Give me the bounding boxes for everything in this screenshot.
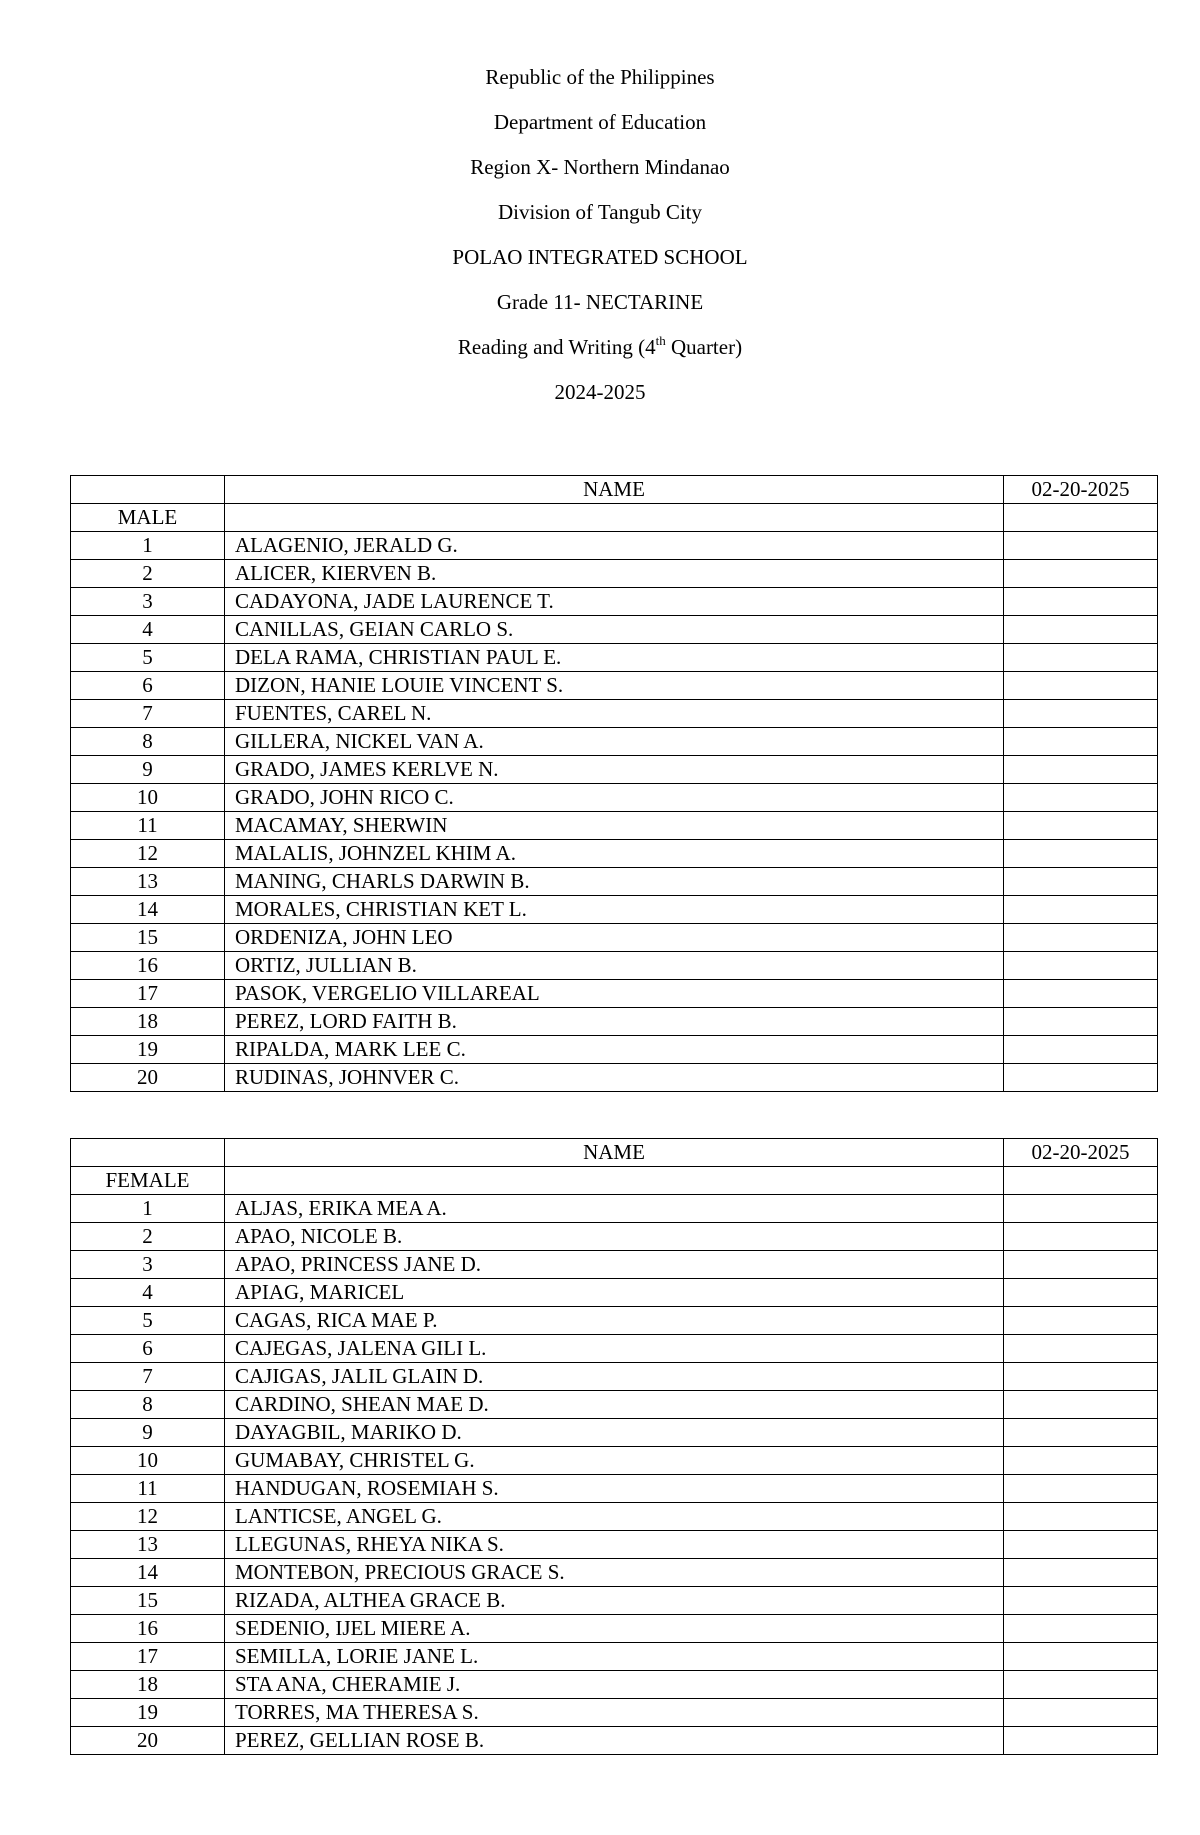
attendance-cell <box>1004 1251 1158 1279</box>
row-number: 11 <box>71 812 225 840</box>
attendance-cell <box>1004 560 1158 588</box>
table-row <box>71 1559 1158 1587</box>
row-number: 17 <box>71 1643 225 1671</box>
row-number: 12 <box>71 1503 225 1531</box>
attendance-cell <box>1004 1447 1158 1475</box>
row-number: 14 <box>71 1559 225 1587</box>
row-number: 5 <box>71 644 225 672</box>
row-number: 17 <box>71 980 225 1008</box>
table-row <box>71 1008 1158 1036</box>
student-name: CAJIGAS, JALIL GLAIN D. <box>225 1363 1004 1391</box>
row-number: 15 <box>71 924 225 952</box>
table-row <box>71 1279 1158 1307</box>
row-number: 2 <box>71 1223 225 1251</box>
attendance-cell <box>1004 1727 1158 1755</box>
attendance-cell <box>1004 532 1158 560</box>
row-number: 1 <box>71 1195 225 1223</box>
student-name: GUMABAY, CHRISTEL G. <box>225 1447 1004 1475</box>
attendance-cell <box>1004 1223 1158 1251</box>
attendance-cell <box>1004 924 1158 952</box>
attendance-cell <box>1004 1559 1158 1587</box>
table-row <box>71 672 1158 700</box>
date-header: 02-20-2025 <box>1004 1139 1158 1167</box>
student-name: DIZON, HANIE LOUIE VINCENT S. <box>225 672 1004 700</box>
attendance-cell <box>1004 1643 1158 1671</box>
student-name: APAO, NICOLE B. <box>225 1223 1004 1251</box>
row-number: 6 <box>71 1335 225 1363</box>
row-number: 3 <box>71 1251 225 1279</box>
table-header-row <box>71 476 1158 504</box>
table-row <box>71 1699 1158 1727</box>
attendance-cell <box>1004 980 1158 1008</box>
student-name: SEDENIO, IJEL MIERE A. <box>225 1615 1004 1643</box>
row-number: 5 <box>71 1307 225 1335</box>
student-name: CANILLAS, GEIAN CARLO S. <box>225 616 1004 644</box>
attendance-cell <box>1004 812 1158 840</box>
attendance-cell <box>1004 1363 1158 1391</box>
row-number: 6 <box>71 672 225 700</box>
student-name: APAO, PRINCESS JANE D. <box>225 1251 1004 1279</box>
table-row <box>71 1251 1158 1279</box>
row-number: 8 <box>71 728 225 756</box>
number-header-cell <box>71 1139 225 1167</box>
student-name: MACAMAY, SHERWIN <box>225 812 1004 840</box>
student-name: ORDENIZA, JOHN LEO <box>225 924 1004 952</box>
student-name: LANTICSE, ANGEL G. <box>225 1503 1004 1531</box>
row-number: 2 <box>71 560 225 588</box>
section-line: Grade 11- NECTARINE <box>496 290 704 314</box>
student-name: CAGAS, RICA MAE P. <box>225 1307 1004 1335</box>
school-year-line: 2024-2025 <box>554 380 646 404</box>
table-row <box>71 588 1158 616</box>
row-number: 13 <box>71 1531 225 1559</box>
republic-line: Republic of the Philippines <box>485 65 715 89</box>
subject-prefix: Reading and Writing (4 <box>457 335 656 359</box>
table-row <box>71 1727 1158 1755</box>
row-number: 15 <box>71 1587 225 1615</box>
attendance-cell <box>1004 1335 1158 1363</box>
school-name: POLAO INTEGRATED SCHOOL <box>452 245 748 269</box>
table-row <box>71 812 1158 840</box>
attendance-cell <box>1004 1587 1158 1615</box>
row-number: 19 <box>71 1699 225 1727</box>
student-name: DELA RAMA, CHRISTIAN PAUL E. <box>225 644 1004 672</box>
row-number: 1 <box>71 532 225 560</box>
student-name: RIPALDA, MARK LEE C. <box>225 1036 1004 1064</box>
table-row <box>71 1587 1158 1615</box>
attendance-cell <box>1004 616 1158 644</box>
table-row <box>71 1391 1158 1419</box>
attendance-cell <box>1004 840 1158 868</box>
table-row <box>71 1447 1158 1475</box>
student-name: DAYAGBIL, MARIKO D. <box>225 1419 1004 1447</box>
student-name: PASOK, VERGELIO VILLAREAL <box>225 980 1004 1008</box>
student-name: STA ANA, CHERAMIE J. <box>225 1671 1004 1699</box>
table-row <box>71 1335 1158 1363</box>
attendance-cell <box>1004 700 1158 728</box>
group-label-female: FEMALE <box>71 1167 225 1195</box>
row-number: 9 <box>71 756 225 784</box>
attendance-cell <box>1004 644 1158 672</box>
row-number: 18 <box>71 1008 225 1036</box>
row-number: 20 <box>71 1727 225 1755</box>
student-name: FUENTES, CAREL N. <box>225 700 1004 728</box>
attendance-cell <box>1004 1671 1158 1699</box>
table-row <box>71 840 1158 868</box>
attendance-cell <box>1004 896 1158 924</box>
row-number: 20 <box>71 1064 225 1092</box>
attendance-cell <box>1004 1475 1158 1503</box>
group-row <box>71 504 1158 532</box>
student-name: MANING, CHARLS DARWIN B. <box>225 868 1004 896</box>
student-name: ALICER, KIERVEN B. <box>225 560 1004 588</box>
table-header-row <box>71 1139 1158 1167</box>
row-number: 14 <box>71 896 225 924</box>
group-row <box>71 1167 1158 1195</box>
table-row <box>71 1223 1158 1251</box>
row-number: 13 <box>71 868 225 896</box>
table-row <box>71 1475 1158 1503</box>
table-row <box>71 924 1158 952</box>
attendance-cell <box>1004 1503 1158 1531</box>
student-name: RIZADA, ALTHEA GRACE B. <box>225 1587 1004 1615</box>
table-row <box>71 1643 1158 1671</box>
table-row <box>71 980 1158 1008</box>
table-row <box>71 728 1158 756</box>
subject-line <box>0 333 1200 381</box>
table-row <box>71 784 1158 812</box>
student-name: TORRES, MA THERESA S. <box>225 1699 1004 1727</box>
female-roster-table <box>70 1138 1158 1755</box>
attendance-cell <box>1004 672 1158 700</box>
male-roster-body <box>71 476 1158 1092</box>
row-number: 7 <box>71 700 225 728</box>
table-row <box>71 1615 1158 1643</box>
row-number: 4 <box>71 616 225 644</box>
student-name: GILLERA, NICKEL VAN A. <box>225 728 1004 756</box>
student-name: CADAYONA, JADE LAURENCE T. <box>225 588 1004 616</box>
table-row <box>71 1503 1158 1531</box>
attendance-cell <box>1004 588 1158 616</box>
group-name-cell <box>225 1167 1004 1195</box>
department-line: Department of Education <box>493 110 707 134</box>
table-row <box>71 1671 1158 1699</box>
table-row <box>71 756 1158 784</box>
row-number: 16 <box>71 1615 225 1643</box>
row-number: 19 <box>71 1036 225 1064</box>
attendance-cell <box>1004 1699 1158 1727</box>
table-row <box>71 1064 1158 1092</box>
student-name: HANDUGAN, ROSEMIAH S. <box>225 1475 1004 1503</box>
female-roster-body <box>71 1139 1158 1755</box>
subject-suffix: Quarter) <box>665 335 743 359</box>
attendance-cell <box>1004 1391 1158 1419</box>
row-number: 10 <box>71 784 225 812</box>
division-line: Division of Tangub City <box>497 200 703 224</box>
name-header: NAME <box>225 476 1004 504</box>
attendance-cell <box>1004 1064 1158 1092</box>
attendance-cell <box>1004 784 1158 812</box>
table-row <box>71 560 1158 588</box>
row-number: 3 <box>71 588 225 616</box>
name-header: NAME <box>225 1139 1004 1167</box>
table-row <box>71 1195 1158 1223</box>
student-name: SEMILLA, LORIE JANE L. <box>225 1643 1004 1671</box>
group-label-male: MALE <box>71 504 225 532</box>
row-number: 10 <box>71 1447 225 1475</box>
table-row <box>71 1531 1158 1559</box>
student-name: PEREZ, GELLIAN ROSE B. <box>225 1727 1004 1755</box>
attendance-cell <box>1004 1036 1158 1064</box>
row-number: 7 <box>71 1363 225 1391</box>
group-date-cell <box>1004 504 1158 532</box>
student-name: ALAGENIO, JERALD G. <box>225 532 1004 560</box>
table-row <box>71 896 1158 924</box>
attendance-cell <box>1004 1307 1158 1335</box>
table-row <box>71 1363 1158 1391</box>
row-number: 4 <box>71 1279 225 1307</box>
row-number: 11 <box>71 1475 225 1503</box>
group-name-cell <box>225 504 1004 532</box>
table-row <box>71 616 1158 644</box>
male-roster-table <box>70 475 1158 1092</box>
date-header: 02-20-2025 <box>1004 476 1158 504</box>
attendance-cell <box>1004 1279 1158 1307</box>
student-name: ALJAS, ERIKA MEA A. <box>225 1195 1004 1223</box>
row-number: 16 <box>71 952 225 980</box>
table-row <box>71 868 1158 896</box>
student-name: MORALES, CHRISTIAN KET L. <box>225 896 1004 924</box>
table-row <box>71 644 1158 672</box>
student-name: CAJEGAS, JALENA GILI L. <box>225 1335 1004 1363</box>
student-name: ORTIZ, JULLIAN B. <box>225 952 1004 980</box>
student-name: MALALIS, JOHNZEL KHIM A. <box>225 840 1004 868</box>
row-number: 9 <box>71 1419 225 1447</box>
table-row <box>71 700 1158 728</box>
student-name: APIAG, MARICEL <box>225 1279 1004 1307</box>
attendance-cell <box>1004 1419 1158 1447</box>
attendance-cell <box>1004 756 1158 784</box>
table-row <box>71 532 1158 560</box>
attendance-cell <box>1004 868 1158 896</box>
row-number: 18 <box>71 1671 225 1699</box>
row-number: 12 <box>71 840 225 868</box>
student-name: GRADO, JOHN RICO C. <box>225 784 1004 812</box>
student-name: CARDINO, SHEAN MAE D. <box>225 1391 1004 1419</box>
row-number: 8 <box>71 1391 225 1419</box>
number-header-cell <box>71 476 225 504</box>
student-name: MONTEBON, PRECIOUS GRACE S. <box>225 1559 1004 1587</box>
attendance-cell <box>1004 1008 1158 1036</box>
attendance-cell <box>1004 1531 1158 1559</box>
group-date-cell <box>1004 1167 1158 1195</box>
subject-superscript: th <box>655 333 666 348</box>
student-name: GRADO, JAMES KERLVE N. <box>225 756 1004 784</box>
student-name: PEREZ, LORD FAITH B. <box>225 1008 1004 1036</box>
table-row <box>71 1419 1158 1447</box>
attendance-cell <box>1004 728 1158 756</box>
student-name: LLEGUNAS, RHEYA NIKA S. <box>225 1531 1004 1559</box>
table-row <box>71 1036 1158 1064</box>
table-row <box>71 952 1158 980</box>
attendance-cell <box>1004 952 1158 980</box>
attendance-cell <box>1004 1615 1158 1643</box>
document-header <box>0 66 1200 426</box>
table-row <box>71 1307 1158 1335</box>
student-name: RUDINAS, JOHNVER C. <box>225 1064 1004 1092</box>
attendance-cell <box>1004 1195 1158 1223</box>
region-line: Region X- Northern Mindanao <box>470 155 730 179</box>
